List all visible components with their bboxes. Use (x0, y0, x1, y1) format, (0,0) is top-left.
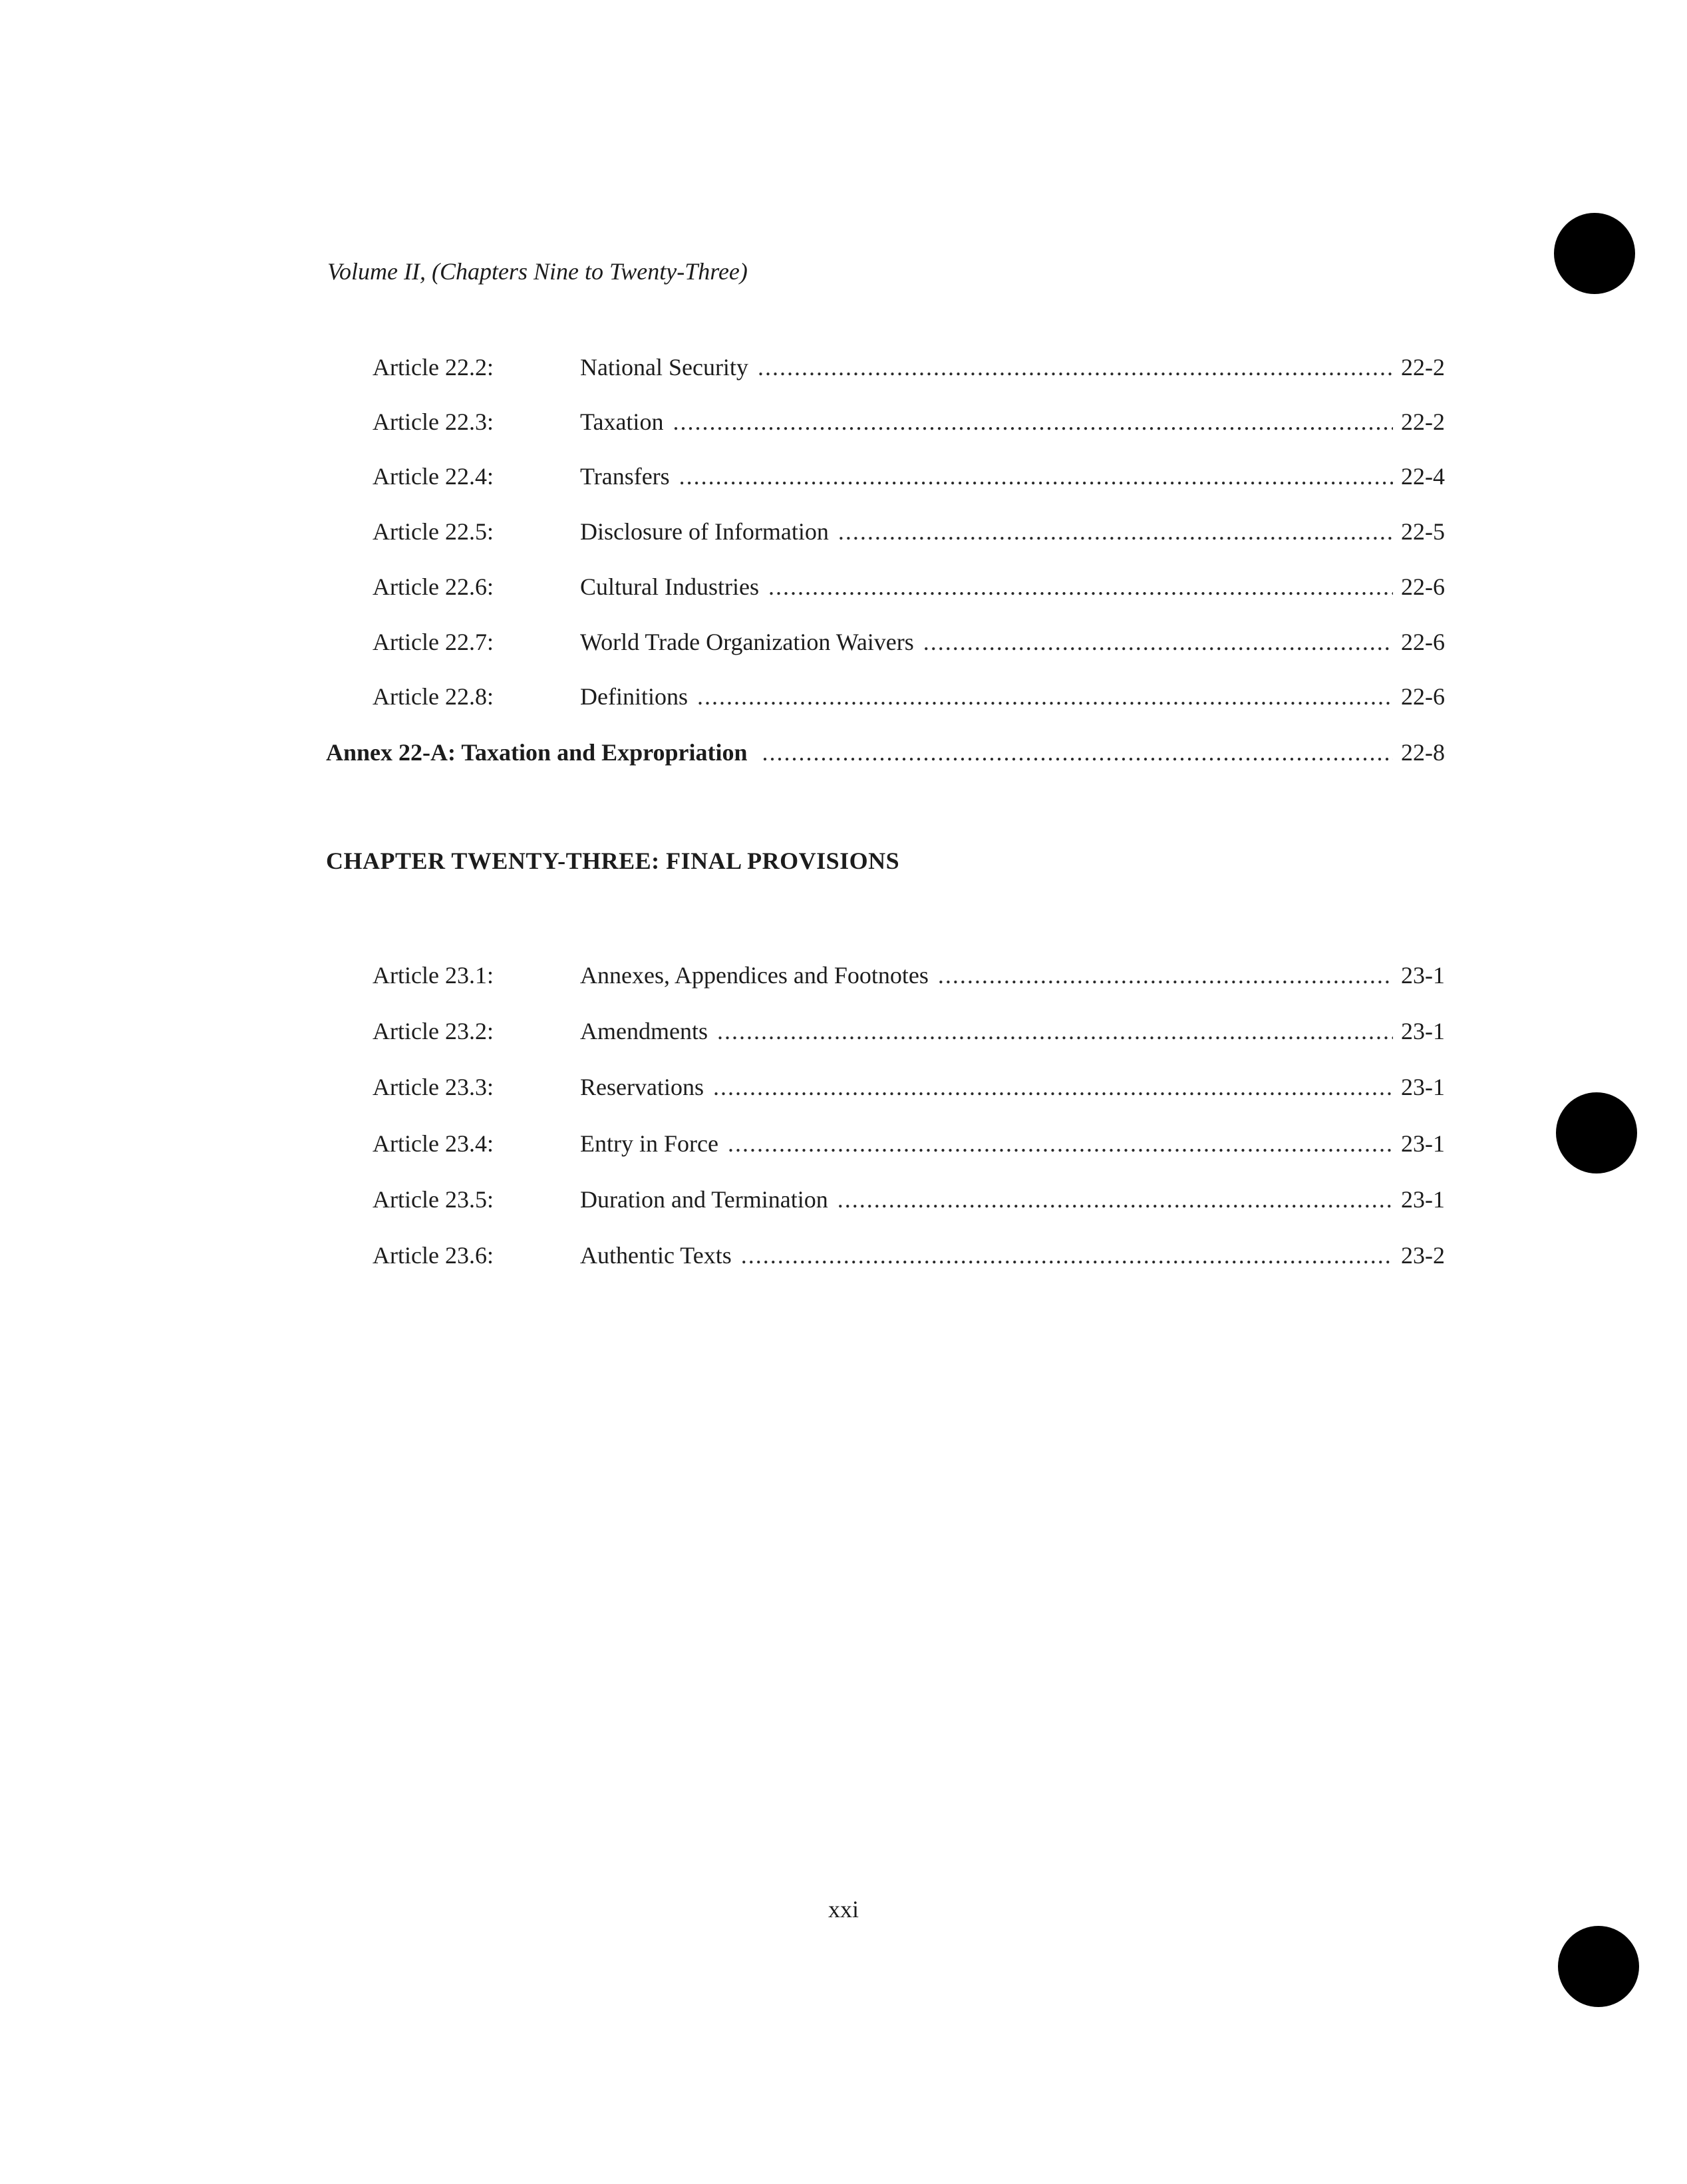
page-reference: 22-2 (1401, 408, 1445, 435)
dot-leader (768, 569, 1393, 604)
page-reference: 23-1 (1401, 1074, 1445, 1100)
article-title: World Trade Organization Waivers (580, 629, 914, 655)
article-title: Duration and Termination (580, 1186, 828, 1213)
dot-leader (717, 1014, 1393, 1048)
punch-hole-middle (1556, 1092, 1637, 1173)
toc-row-article-22-2 (373, 350, 1445, 385)
chapter-heading: CHAPTER TWENTY-THREE: FINAL PROVISIONS (326, 848, 900, 874)
article-title: Taxation (580, 408, 664, 435)
toc-row-article-23-6 (373, 1238, 1445, 1273)
dot-leader (923, 625, 1393, 659)
article-number: Article 22.6: (373, 573, 494, 600)
toc-row-annex-22-a (326, 735, 1445, 770)
dot-leader (697, 679, 1393, 714)
page-reference: 22-8 (1401, 739, 1445, 766)
article-title: Cultural Industries (580, 573, 759, 600)
article-title: Definitions (580, 683, 688, 710)
article-title: Amendments (580, 1018, 708, 1044)
page-reference: 23-1 (1401, 962, 1445, 989)
page-reference: 23-2 (1401, 1242, 1445, 1269)
page-reference: 22-5 (1401, 518, 1445, 545)
article-title: Authentic Texts (580, 1242, 732, 1269)
article-title: Annexes, Appendices and Footnotes (580, 962, 929, 989)
article-title: Reservations (580, 1074, 704, 1100)
page-reference: 22-6 (1401, 683, 1445, 710)
dot-leader (838, 514, 1393, 549)
article-number: Article 23.2: (373, 1018, 494, 1044)
dot-leader (673, 404, 1393, 439)
page-reference: 23-1 (1401, 1018, 1445, 1044)
article-number: Article 23.5: (373, 1186, 494, 1213)
toc-row-article-23-2 (373, 1014, 1445, 1048)
dot-leader (679, 459, 1393, 494)
article-number: Article 22.5: (373, 518, 494, 545)
toc-row-article-22-6 (373, 569, 1445, 604)
toc-row-article-23-3 (373, 1070, 1445, 1104)
article-number: Article 23.6: (373, 1242, 494, 1269)
article-number: Article 22.8: (373, 683, 494, 710)
page-number: xxi (828, 1896, 859, 1923)
page-reference: 22-6 (1401, 629, 1445, 655)
punch-hole-bottom (1558, 1926, 1639, 2007)
toc-row-article-23-5 (373, 1182, 1445, 1217)
article-number: Article 22.4: (373, 463, 494, 490)
dot-leader (728, 1126, 1393, 1161)
dot-leader (758, 350, 1393, 385)
dot-leader (762, 735, 1393, 770)
dot-leader (741, 1238, 1393, 1273)
article-title: Disclosure of Information (580, 518, 829, 545)
article-number: Article 22.3: (373, 408, 494, 435)
article-number: Article 22.2: (373, 354, 494, 381)
toc-row-article-23-4 (373, 1126, 1445, 1161)
article-title: Transfers (580, 463, 670, 490)
volume-header: Volume II, (Chapters Nine to Twenty-Three) (327, 258, 748, 285)
toc-row-article-22-8 (373, 679, 1445, 714)
dot-leader (938, 958, 1393, 993)
article-title: National Security (580, 354, 748, 381)
page-reference: 22-2 (1401, 354, 1445, 381)
punch-hole-top (1554, 213, 1635, 294)
article-title: Entry in Force (580, 1130, 718, 1157)
toc-row-article-22-7 (373, 625, 1445, 659)
page-reference: 23-1 (1401, 1130, 1445, 1157)
article-number: Article 23.4: (373, 1130, 494, 1157)
article-number: Article 23.3: (373, 1074, 494, 1100)
toc-row-article-22-3 (373, 404, 1445, 439)
toc-row-article-23-1 (373, 958, 1445, 993)
article-number: Article 23.1: (373, 962, 494, 989)
toc-row-article-22-4 (373, 459, 1445, 494)
page-reference: 23-1 (1401, 1186, 1445, 1213)
page-reference: 22-4 (1401, 463, 1445, 490)
page-reference: 22-6 (1401, 573, 1445, 600)
article-number: Article 22.7: (373, 629, 494, 655)
dot-leader (713, 1070, 1393, 1104)
toc-row-article-22-5 (373, 514, 1445, 549)
annex-title: Annex 22-A: Taxation and Expropriation (326, 739, 748, 766)
dot-leader (838, 1182, 1393, 1217)
